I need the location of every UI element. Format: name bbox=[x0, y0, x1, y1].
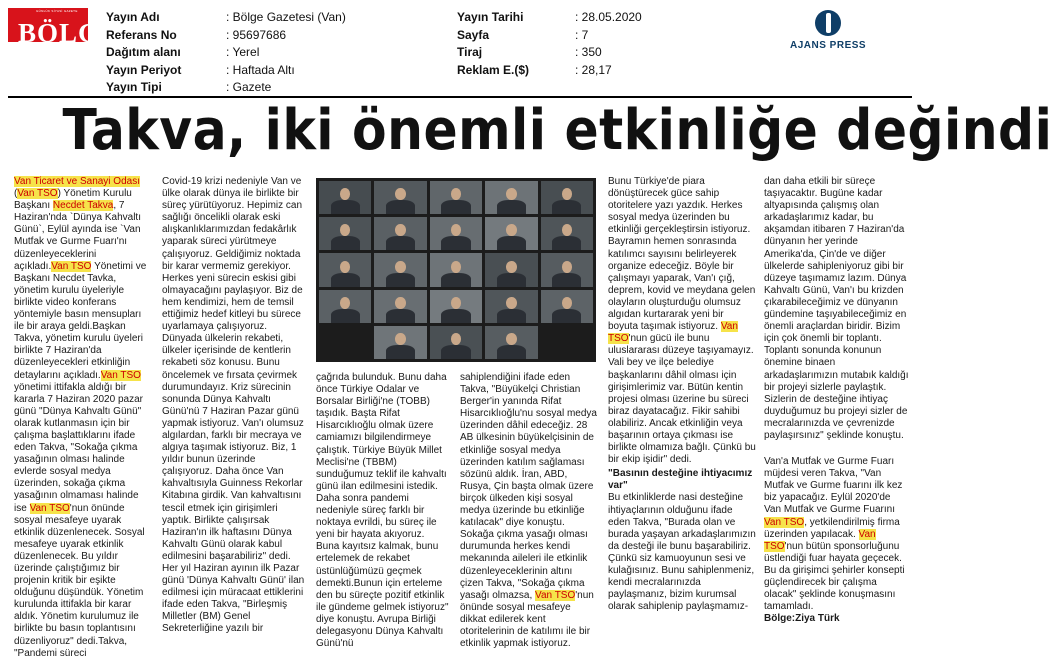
meta-key: Yayın Tipi bbox=[106, 80, 162, 94]
meta-key: Dağıtım alanı bbox=[106, 45, 181, 59]
participant-tile bbox=[374, 253, 426, 286]
meta-value: : 28.05.2020 bbox=[575, 10, 642, 24]
highlighted-term: Van TSO bbox=[100, 369, 141, 381]
article-column-3 bbox=[316, 372, 450, 650]
participant-face bbox=[562, 224, 572, 236]
text-segment: Bunu Türkiye'de piara dönüştürecek güce sahip otoritelere yazı yazdık. Herkes sosyal medya üzerinden bu etkinliği gerçekleştirsin istiyoruz. Bayramın hemen sonrasında katılımcı sayısını belirleyerek organize edeceğiz. Böyle bir çalışmayı yaparak, Van'ı çığ, deprem, kovid ve meydana gelen olayların oluşturduğu olumsuz algıdan kurtararak yeni bir boyuta taşımak istiyoruz. bbox=[608, 176, 756, 333]
participant-body bbox=[386, 273, 415, 287]
column-1-text bbox=[14, 176, 152, 660]
ajans-press-brand: AJANS PRESS bbox=[790, 40, 867, 51]
highlighted-term: Van TSO bbox=[764, 516, 805, 528]
participant-tile bbox=[485, 217, 537, 250]
participant-tile bbox=[485, 181, 537, 214]
participant-tile bbox=[430, 326, 482, 359]
highlighted-term: Van TSO bbox=[17, 188, 58, 200]
participant-face bbox=[451, 333, 461, 345]
meta-key: Sayfa bbox=[457, 27, 490, 42]
participant-tile bbox=[430, 290, 482, 323]
text-segment: 'nun önünde sosyal mesafeye dikkat edilerek kent otoritelerinin de katılımı ile bir etkinlik yapmak istiyoruz. bbox=[460, 589, 594, 650]
column-5-text bbox=[608, 176, 756, 466]
participant-face bbox=[340, 188, 350, 200]
participant-face bbox=[340, 261, 350, 273]
text-segment: 'nun önünde sosyal mesafeye uyarak etkinlik düzenlenecek. Sosyal mesafeye uyarak etkinlik düzenlenecek. Bu yıldır üzerinde çalıştığımız bir projenin kritik bir eşikte olduğunu düşündük. Yönetim kurulunda ittifakla bir karar aldık. Yönetim kurulumuz ile birlikte bu basın toplantısını düzenliyoruz" dedi. bbox=[14, 502, 145, 647]
text-segment: ) Yönetim Kurulu Başkanı bbox=[14, 188, 132, 212]
participant-tile bbox=[541, 217, 593, 250]
meta-value: : 350 bbox=[575, 45, 602, 59]
participant-body bbox=[331, 200, 360, 214]
participant-tile bbox=[541, 290, 593, 323]
participant-face bbox=[562, 188, 572, 200]
participant-body bbox=[441, 309, 470, 323]
highlighted-term: Necdet Takva bbox=[52, 200, 114, 212]
participant-tile bbox=[374, 181, 426, 214]
highlighted-term: Van TSO bbox=[29, 502, 70, 514]
participant-body bbox=[386, 345, 415, 359]
participant-tile bbox=[485, 326, 537, 359]
participant-body bbox=[441, 200, 470, 214]
meta-value: : 95697686 bbox=[226, 27, 287, 42]
participant-face bbox=[506, 261, 516, 273]
text-segment: sahiplendiğini ifade eden Takva, "Büyükelçi Christian Berger'in yanında Rifat Hisarcıklıoğlu'nu sosyal medya üzerinden dâhil edeceğiz. 28 AB ülkesinin büyükelçisinin de etkinliğe sosyal medya üzerinden katılım sağlaması sözünü aldık. İran, ABD, Rusya, Çin başta olmak üzere birçok ülkeden kişi sosyal medya üzerinde bu etkinliğe katılacak" diye konuştu. Sokağa çıkma yasağı olması durumunda herkes kendi mekanında aileleri ile etkinlik düzenleyeceklerinin altını çizen Takva, "Sokağa çıkma yasağı olmazsa, bbox=[460, 372, 597, 601]
participant-face bbox=[506, 333, 516, 345]
meta-left bbox=[106, 9, 346, 97]
text-segment: , yetkilendirilmiş firma üzerinden yapılacak. bbox=[764, 516, 900, 540]
column-6-text: dan daha etkili bir süreçe taşıyacaktır. Bugüne kadar altyapısında çalışmış olan arkadaşlarımız kadar, bu akşamdan itibaren 7 Haziran'da dünyanın her yerinde Amerika'da, Çin'de ve diğer ülkelerde sahipleniyoruz gibi bir düzeye taşımamız lazım. Dünya Kahvaltı Günü, Van'ı bu krizden çıkarabileceğimiz ve dünyanın gündemine taşıyabileceğimiz en önemli araçlardan biridir. Bizim için çok önemli bir toplantı. Toplantı sonunda konunun önemine binaen arkadaşlarımızın mutabık kaldığı bir projeyi sizlerle paylaştık. Sizlerin de desteğine ihtiyaç duyduğumuz bu projeyi sizler de mecralarınızda ve çevrenizde paylaşırsınız" şeklinde konuştu. bbox=[764, 176, 909, 441]
participant-face bbox=[562, 297, 572, 309]
participant-face bbox=[340, 224, 350, 236]
participant-body bbox=[331, 236, 360, 250]
text-segment: , 7 Haziran'nda `Dünya Kahvaltı Günü`, Eylül ayında ise `Van Mutfak ve Gurme Fuarı'nı düzenleyeceklerini açıkladı. bbox=[14, 200, 141, 272]
article-column-5 bbox=[608, 176, 756, 613]
text-segment: Van'a Mutfak ve Gurme Fuarı müjdesi veren Takva, "Van Mutfak ve Gurme fuarını ilk kez biz yapacağız. Eylül 2020'de Van Mutfak ve Gurme Fuarını bbox=[764, 456, 903, 516]
participant-body bbox=[497, 273, 526, 287]
column-4-text bbox=[460, 372, 598, 650]
text-segment: 'nun bütün sponsorluğunu üstlendiği fuar hayata geçecek. Bu da girişimci şehirler konsepti güçlendirecek bir çalışma olacak" şeklinde konuşmasını tamamladı. bbox=[764, 540, 905, 613]
section-subheading: "Basının desteğine ihtiyacımız var" bbox=[608, 468, 753, 492]
participant-body bbox=[497, 345, 526, 359]
participant-face bbox=[395, 261, 405, 273]
participant-tile bbox=[430, 253, 482, 286]
meta-value: : Gazete bbox=[226, 80, 272, 94]
highlighted-term: Van TSO bbox=[764, 528, 876, 552]
participant-face bbox=[395, 333, 405, 345]
participant-tile bbox=[319, 217, 371, 250]
video-conference-photo bbox=[316, 178, 596, 362]
participant-tile bbox=[541, 181, 593, 214]
participant-face bbox=[395, 188, 405, 200]
meta-value: : 7 bbox=[575, 27, 589, 42]
text-segment: Takva, "Pandemi süreci bbox=[14, 635, 128, 659]
ajans-press-logo-icon bbox=[815, 10, 841, 36]
participant-face bbox=[451, 261, 461, 273]
column-6-text-continued bbox=[764, 456, 910, 613]
participant-body bbox=[386, 200, 415, 214]
column-5-text-continued: Bu etkinliklerde nasi desteğine ihtiyaçlarının olduğunu ifade eden Takva, "Burada olan ve burada yaşayan arkadaşlarımızın da desteği ile bunu başarabiliriz. Çünkü siz kamuoyunun sesi ve kulağısınız. Bunu sahiplenmeniz, kendi mecralarınızda paylaşmanız, bizim kurumsal olarak sahiplenip paylaşmamız- bbox=[608, 492, 756, 613]
article-column-2 bbox=[162, 176, 308, 636]
publication-logo bbox=[8, 8, 120, 48]
logo-tagline: GÜNLÜK SİYASİ GAZETE bbox=[36, 9, 78, 13]
participant-tile bbox=[485, 290, 537, 323]
participant-tile bbox=[319, 181, 371, 214]
participant-body bbox=[386, 309, 415, 323]
participant-face bbox=[506, 188, 516, 200]
highlighted-term: Van Ticaret ve Sanayi Odası bbox=[14, 176, 140, 187]
logo-text: BÖLGE bbox=[18, 18, 120, 48]
participant-body bbox=[441, 273, 470, 287]
meta-value: : Bölge Gazetesi (Van) bbox=[226, 10, 346, 24]
meta-right bbox=[457, 9, 642, 79]
participant-face bbox=[451, 188, 461, 200]
meta-key: Yayın Periyot bbox=[106, 62, 182, 77]
participant-face bbox=[395, 297, 405, 309]
participant-tile bbox=[374, 217, 426, 250]
participant-body bbox=[552, 309, 581, 323]
meta-key: Yayın Adı bbox=[106, 10, 160, 24]
participant-face bbox=[506, 297, 516, 309]
article-byline: Bölge:Ziya Türk bbox=[764, 613, 840, 625]
article-headline: Takva, iki önemli etkinliğe değindi bbox=[62, 98, 1052, 163]
column-3-text: çağrıda bulunduk. Bunu daha önce Türkiye Odalar ve Borsalar Birliği'ne (TOBB) taşıdık. Başta Rifat Hisarcıklıoğlu olmak üzere camiamızı bilgilendirmeye çalıştık. Türkiye Büyük Millet Meclisi'ne (TBBM) sunduğumuz teklif ile kahvaltı günü ilan edilmesini istedik. Daha sonra pandemi nedeniyle süreç farklı bir noktaya evrildi, bu süreç ile yeni bir hayata akıyoruz. Buna kayıtsız kalmak, bunu ertelemek de rekabet üstünlüğümüzü geçmek demekti.Bunun için erteleme den bu süreçte pozitif etkinlik ile gündeme gelmek istiyoruz" diye konuştu. Avrupa Birliği delegasyonu Dünya Kahvaltı Günü'nü bbox=[316, 372, 449, 650]
meta-key: Tiraj bbox=[457, 45, 483, 59]
highlighted-term: Van TSO bbox=[51, 260, 92, 272]
participant-face bbox=[562, 261, 572, 273]
participant-tile bbox=[374, 290, 426, 323]
participant-body bbox=[441, 236, 470, 250]
participant-body bbox=[552, 236, 581, 250]
participant-tile bbox=[374, 326, 426, 359]
participant-face bbox=[395, 224, 405, 236]
meta-value: : 28,17 bbox=[575, 62, 612, 77]
article-column-6 bbox=[764, 176, 910, 625]
meta-key: Yayın Tarihi bbox=[457, 10, 524, 24]
participant-tile bbox=[319, 253, 371, 286]
text-segment: ( bbox=[14, 188, 18, 200]
column-2-text: Covid-19 krizi nedeniyle Van ve ülke olarak dünya ile birlikte bir süreç yürütüyoruz. Hepimiz can sağlığı öncelikli olarak eski alışkanlıklarımızdan fedakârlık yaparak süreci yürütmeye çalışıyoruz. Geldiğimiz noktada bir karar vermemiz gerekiyor. Herkes yeni sürecin eskisi gibi olmayacağını paylaşıyor. Biz de hem kendimizi, hem de temsil ettiğimiz hedef kitleyi bu sürece uyarlamaya çalışıyoruz. Dünyada ülkelerin rekabeti, ülkeler içerisinde de kentlerin rekabeti söz konusu. Bunu öncelemek ve fırsata çevirmek durumundayız. Kriz sürecinin sonunda Dünya Kahvaltı Günü'nü 7 Haziran Pazar günü yapmak istiyoruz. Van'ı olumsuz algılardan, farklı bir mecraya ve algıya taşımak istiyoruz. Biz, 1 yıldır bunun üzerinde çalışıyoruz. Daha önce Van kahvaltısıyla Guinness Rekorlar Kitabına girdik. Van kahvaltısını tescil etmek için girişimleri yaptık. Birlikte çalışırsak Haziran'ın ilk haftasını Dünya Kahvaltı Günü olarak kabul edilmesini başarabiliriz" dedi. Her yıl Haziran ayının ilk Pazar günü 'Dünya Kahvaltı Günü' ilan edilmesi için müracaat ettiklerini ifade eden Takva, "Birleşmiş Milletler (BM) Genel Sekreterliğine yazılı bir bbox=[162, 176, 305, 635]
participant-body bbox=[552, 200, 581, 214]
meta-value: : Haftada Altı bbox=[226, 62, 295, 77]
meta-value: : Yerel bbox=[226, 45, 260, 59]
participant-body bbox=[331, 309, 360, 323]
text-segment: yönetimi ittifakla aldığı bir kararla 7 Haziran 2020 pazar günü "Dünya Kahvaltı Günü" olarak kutlanmasın için bir çalışma başlattıklarını ifade eden Takva, "Sokağa çıkma yasağının olması halinde evlerde sosyal medya üzerinden, sokağa çıkma yasağının olmaması halinde ise bbox=[14, 381, 143, 514]
participant-body bbox=[441, 345, 470, 359]
participant-face bbox=[340, 297, 350, 309]
participant-tile bbox=[485, 253, 537, 286]
participant-body bbox=[497, 236, 526, 250]
participant-body bbox=[552, 273, 581, 287]
participant-face bbox=[451, 297, 461, 309]
participant-face bbox=[506, 224, 516, 236]
text-segment: Yönetimi ve Başkanı Necdet Tavka, yönetim kurulu üyeleriyle birlikte video konferans yöntemiyle basın mensupları ile bir araya geldi. bbox=[14, 260, 147, 333]
participant-tile bbox=[430, 217, 482, 250]
participant-tile bbox=[541, 253, 593, 286]
meta-key: Reklam E.($) bbox=[457, 62, 530, 77]
participant-body bbox=[497, 309, 526, 323]
highlighted-term: Van TSO bbox=[608, 321, 738, 345]
participant-body bbox=[331, 273, 360, 287]
participant-tile bbox=[319, 290, 371, 323]
participant-body bbox=[386, 236, 415, 250]
participant-tile bbox=[430, 181, 482, 214]
article-column-1 bbox=[14, 176, 152, 660]
text-segment: Başkan Takva, yönetim kurulu üyeleri birlikte 7 Haziran'da düzenleyecekleri etkinliğin detaylarını açıkladı. bbox=[14, 321, 143, 381]
participant-body bbox=[497, 200, 526, 214]
article-column-4 bbox=[460, 372, 598, 650]
highlighted-term: Van TSO bbox=[535, 589, 576, 601]
meta-key: Referans No bbox=[106, 27, 177, 42]
text-segment: 'nun gücü ile bunu uluslararası düzeye taşıyamayız. Vali bey ve ilçe belediye başkanlarını dâhil olması için girişimlerimiz var. Bütün kentin projesi olması üzerine bu süreci biraz dayatacağız. Fikir sahibi olabiliriz. Ancak etkinliğin veya başarının ortaya çıkması ise birlikte olmamıza bağlı. Çünkü bu bir ekip işidir" dedi. bbox=[608, 333, 756, 466]
participant-face bbox=[451, 224, 461, 236]
